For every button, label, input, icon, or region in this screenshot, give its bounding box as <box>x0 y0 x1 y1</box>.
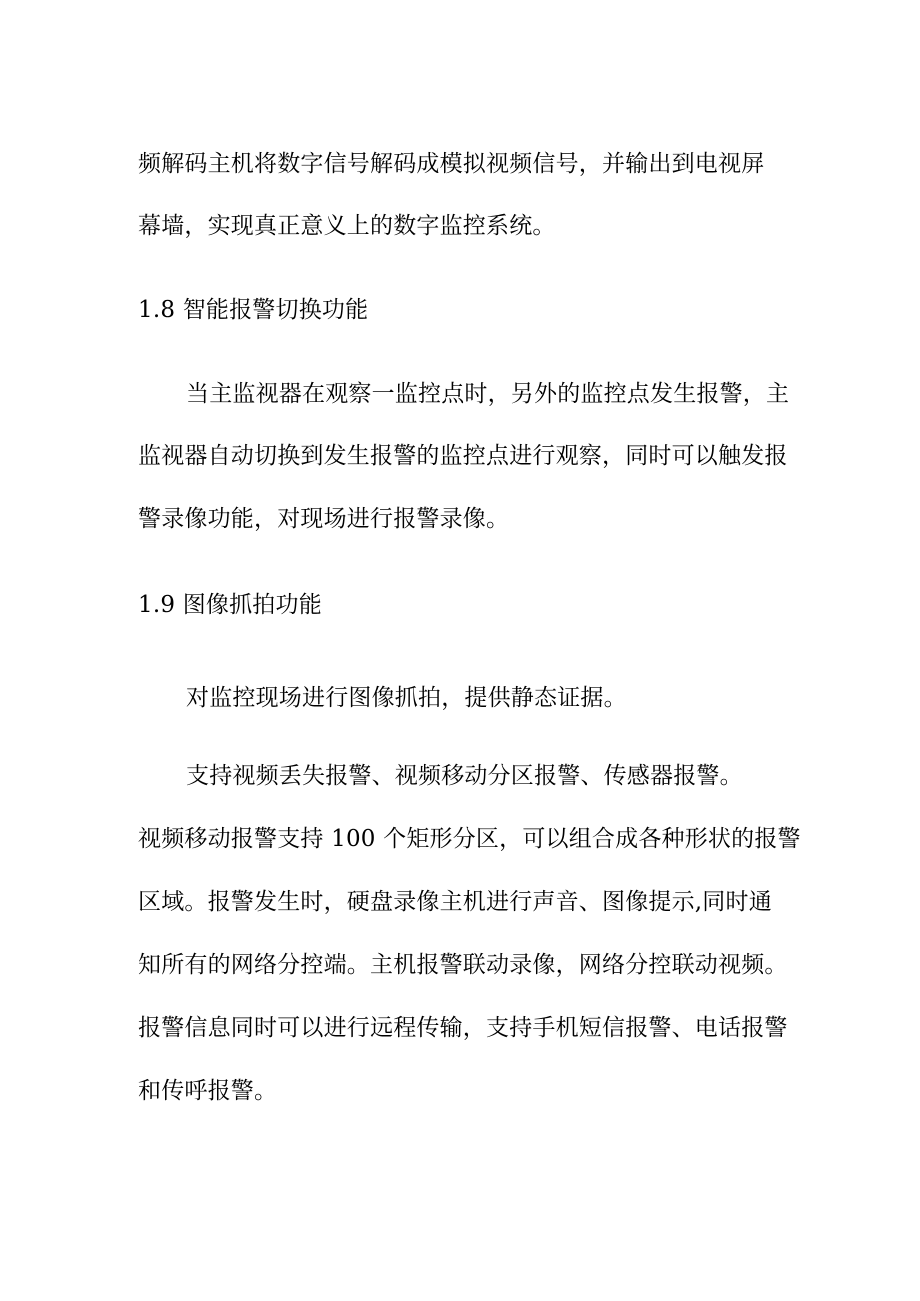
paragraph-line: 和传呼报警。 <box>138 1078 278 1104</box>
paragraph-line: 频解码主机将数字信号解码成模拟视频信号，并输出到电视屏 <box>138 151 765 177</box>
paragraph-line: 区域。报警发生时，硬盘录像主机进行声音、图像提示,同时通 <box>138 889 772 915</box>
paragraph-line: 监视器自动切换到发生报警的监控点进行观察，同时可以触发报 <box>138 443 788 469</box>
paragraph-line: 当主监视器在观察一监控点时，另外的监控点发生报警，主 <box>186 381 790 407</box>
paragraph-line: 警录像功能，对现场进行报警录像。 <box>138 506 510 532</box>
paragraph-line: 知所有的网络分控端。主机报警联动录像，网络分控联动视频。 <box>138 952 788 978</box>
paragraph-line: 对监控现场进行图像抓拍，提供静态证据。 <box>186 685 627 711</box>
section-heading: 1.8 智能报警切换功能 <box>138 297 369 323</box>
paragraph-line: 幕墙，实现真正意义上的数字监控系统。 <box>138 213 556 239</box>
section-heading: 1.9 图像抓拍功能 <box>138 592 322 618</box>
paragraph-line: 视频移动报警支持 100 个矩形分区，可以组合成各种形状的报警 <box>138 826 801 852</box>
paragraph-line: 支持视频丢失报警、视频移动分区报警、传感器报警。 <box>186 763 743 789</box>
paragraph-line: 报警信息同时可以进行远程传输，支持手机短信报警、电话报警 <box>138 1015 788 1041</box>
